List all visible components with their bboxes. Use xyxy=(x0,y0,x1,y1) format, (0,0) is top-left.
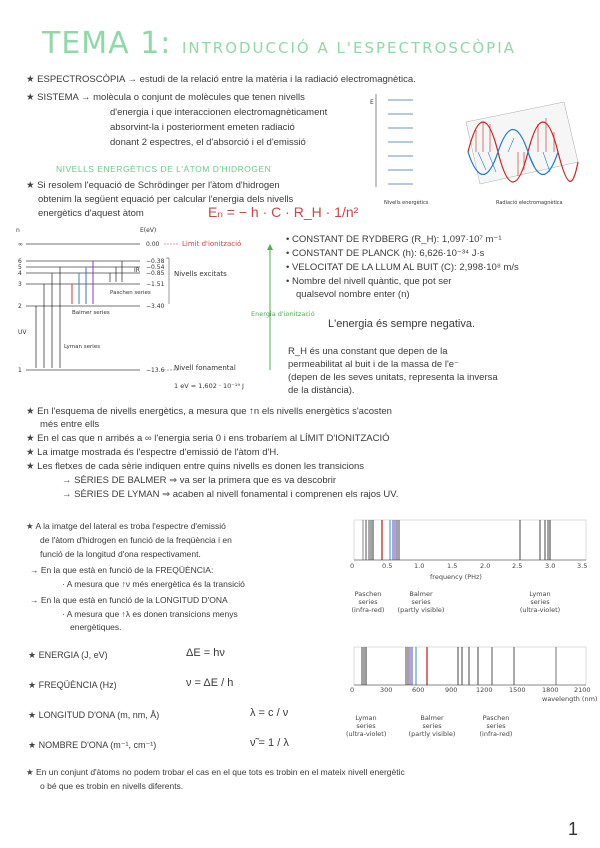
quantum-number: • Nombre del nivell quàntic, que pot ser xyxy=(286,276,452,287)
svg-text:−13.6: −13.6 xyxy=(146,367,165,374)
bullet-item: ★ En el cas que n arribés a ∞ l'energia seria 0 i ens trobaríem al LÍMIT D'IONITZACIÓ xyxy=(26,433,390,444)
constant-rydberg: • CONSTANT DE RYDBERG (R_H): 1,097·10⁷ m⁻¹ xyxy=(286,234,502,245)
svg-text:Nivells energètics: Nivells energètics xyxy=(384,200,429,206)
series-label: Lyman series (ultra-violet) xyxy=(346,714,387,738)
svg-text:−3.40: −3.40 xyxy=(146,303,165,310)
quantum-number-cont: qualsevol nombre enter (n) xyxy=(296,289,410,300)
nivells-line: energètics d'aquest àtom xyxy=(38,208,144,219)
formula-wavenumber: ν̃ = 1 / λ xyxy=(250,737,289,749)
nivells-line: obtenim la següent equació per calcular l'energia dels nivells xyxy=(38,194,294,205)
spectrum-text: energètiques. xyxy=(70,622,122,632)
series-label: Lyman series (ultra-violet) xyxy=(519,590,561,614)
rh-note-line: de la distància). xyxy=(288,385,355,396)
ground-level-label: Nivell fonamental xyxy=(174,364,236,372)
spectrum-text: ★ A la imatge del lateral es troba l'espectre d'emissió xyxy=(26,521,226,531)
n-axis-label: n xyxy=(16,227,20,234)
svg-text:2: 2 xyxy=(18,303,22,310)
formula-energy: ΔE = hν xyxy=(186,647,225,659)
svg-text:4: 4 xyxy=(18,270,22,277)
sistema-line: donant 2 espectres, el d'absorció i el d'emissió xyxy=(110,137,306,148)
svg-text:1: 1 xyxy=(18,367,22,374)
quantity-energy: ★ ENERGIA (J, eV) xyxy=(28,650,108,660)
em-wave-icon xyxy=(466,102,578,184)
wavelength-spectrum xyxy=(346,642,596,687)
rh-note-line: permeabilitat al buit i de la massa de l'e⁻ xyxy=(288,359,460,370)
quantity-frequency: ★ FREQÜÈNCIA (Hz) xyxy=(28,680,117,690)
spectrum-text: → En la que està en funció de la LONGITUD D'ONA xyxy=(30,595,228,605)
ir-label: IR xyxy=(134,267,140,274)
final-note: ★ En un conjunt d'àtoms no podem trobar el cas en el que tots es trobin en el mateix nivell energètic xyxy=(26,767,405,777)
freq-axis: 0 0.5 1.0 1.5 2.0 2.5 3.0 3.5 frequency (PHz) Paschen series (infra-red) Balmer series (partly visible) Lyman series (ultra-violet) xyxy=(350,562,588,614)
quantity-wavenumber: ★ NOMBRE D'ONA (m⁻¹, cm⁻¹) xyxy=(28,740,157,750)
svg-text:−0.54: −0.54 xyxy=(146,264,165,271)
definition-espectroscopia: ★ ESPECTROSCÒPIA → estudi de la relació entre la matèria i la radiació electromagnètica. xyxy=(26,74,416,85)
spectrum-text: funció de la longitud d'ona respectivament. xyxy=(40,549,201,559)
svg-text:0.00: 0.00 xyxy=(146,241,160,248)
balmer-label: Balmer series xyxy=(72,310,110,316)
e-axis-label: E(eV) xyxy=(140,227,157,234)
energy-levels-mini xyxy=(370,94,413,187)
ev-conversion: 1 eV = 1,602 · 10⁻¹⁹ J xyxy=(174,382,244,390)
svg-text:3: 3 xyxy=(18,281,22,288)
sistema-line: absorvint-la i posteriorment emeten radiació xyxy=(110,122,295,133)
svg-text:−0.38: −0.38 xyxy=(146,258,165,265)
spectrum-text: · A mesura que ↑ν més energètica és la transició xyxy=(62,579,245,589)
hydrogen-level-diagram xyxy=(14,224,315,394)
quantity-wavelength: ★ LONGITUD D'ONA (m, nm, Å) xyxy=(28,710,160,720)
formula-wavelength: λ = c / ν xyxy=(250,707,289,719)
spectrum-text: de l'àtom d'hidrogen en funció de la freqüència i en xyxy=(40,535,232,545)
sistema-line: d'energia i que interaccionen electromagnèticament xyxy=(110,107,328,118)
wavelength-axis: 0 300 600 900 1200 1500 1800 2100 wavelength (nm) Lyman series (ultra-violet) Balmer series (partly visible) Paschen series (infra-red) xyxy=(346,686,598,738)
svg-text:−0.85: −0.85 xyxy=(146,270,165,277)
nivells-line: ★ Si resolem l'equació de Schrödinger per l'àtom d'hidrogen xyxy=(26,180,280,191)
spectrum-text: · A mesura que ↑λ es donen transicions menys xyxy=(62,609,238,619)
bullet-item: → SÈRIES DE BALMER ⇒ va ser la primera que es va descobrir xyxy=(62,475,337,486)
series-label: Balmer series (partly visible) xyxy=(397,590,445,614)
energy-formula: Eₙ = − h · C · R_H · 1/n² xyxy=(208,204,359,220)
constant-light: • VELOCITAT DE LA LLUM AL BUIT (C): 2,998·10⁸ m/s xyxy=(286,262,519,273)
bullet-item: ★ La imatge mostrada és l'espectre d'emissió de l'àtom d'H. xyxy=(26,447,279,458)
negative-energy-note: L'energia és sempre negativa. xyxy=(328,318,476,330)
page-title: TEMA 1: INTRODUCCIÓ A L'ESPECTROSCÒPIA xyxy=(42,26,516,61)
section-heading-nivells: NIVELLS ENERGÈTICS DE L'ÀTOM D'HIDROGEN xyxy=(56,164,272,174)
svg-text:5: 5 xyxy=(18,264,22,271)
svg-text:−1.51: −1.51 xyxy=(146,281,165,288)
rh-note-line: R_H és una constant que depen de la xyxy=(288,346,448,357)
formula-frequency: ν = ΔE / h xyxy=(186,677,234,689)
ionization-limit-label: Limit d'ionització xyxy=(182,240,242,248)
series-label: Paschen series (infra-red) xyxy=(479,714,513,738)
bullet-item: → SÈRIES DE LYMAN ⇒ acaben al nivell fonamental i comprenen els rajos UV. xyxy=(62,489,399,500)
paschen-label: Paschen series xyxy=(110,290,151,296)
excited-levels-label: Nivells excitats xyxy=(174,270,227,278)
series-label: Paschen series (infra-red) xyxy=(351,590,385,614)
constant-planck: • CONSTANT DE PLANCK (h): 6,626·10⁻³⁴ J·s xyxy=(286,248,485,259)
page-number: 1 xyxy=(567,819,578,839)
svg-text:E: E xyxy=(370,99,374,106)
spectrum-text: → En la que està en funció de la FREQÜÈNCIA: xyxy=(30,565,214,575)
definition-sistema: ★ SISTEMA → molècula o conjunt de molècules que tenen nivells xyxy=(26,92,305,103)
bullet-item: més entre ells xyxy=(40,419,100,430)
uv-label: UV xyxy=(18,329,27,336)
final-note: o bé que es trobin en nivells diferents. xyxy=(40,781,184,791)
bullet-item: ★ En l'esquema de nivells energètics, a mesura que ↑n els nivells energètics s'acosten xyxy=(26,406,392,417)
svg-text:6: 6 xyxy=(18,258,22,265)
svg-text:∞: ∞ xyxy=(18,241,23,248)
ionization-energy-label: Energia d'ionització xyxy=(251,310,315,318)
lyman-label: Lyman series xyxy=(64,344,101,350)
energy-wave-figure xyxy=(368,92,588,212)
svg-text:Radiació electromagnètica: Radiació electromagnètica xyxy=(496,200,563,206)
rh-note-line: (depen de les seves unitats, representa la inversa xyxy=(288,372,498,383)
series-label: Balmer series (partly visible) xyxy=(408,714,456,738)
bullet-item: ★ Les fletxes de cada sèrie indiquen entre quins nivells es donen les transicions xyxy=(26,461,365,472)
